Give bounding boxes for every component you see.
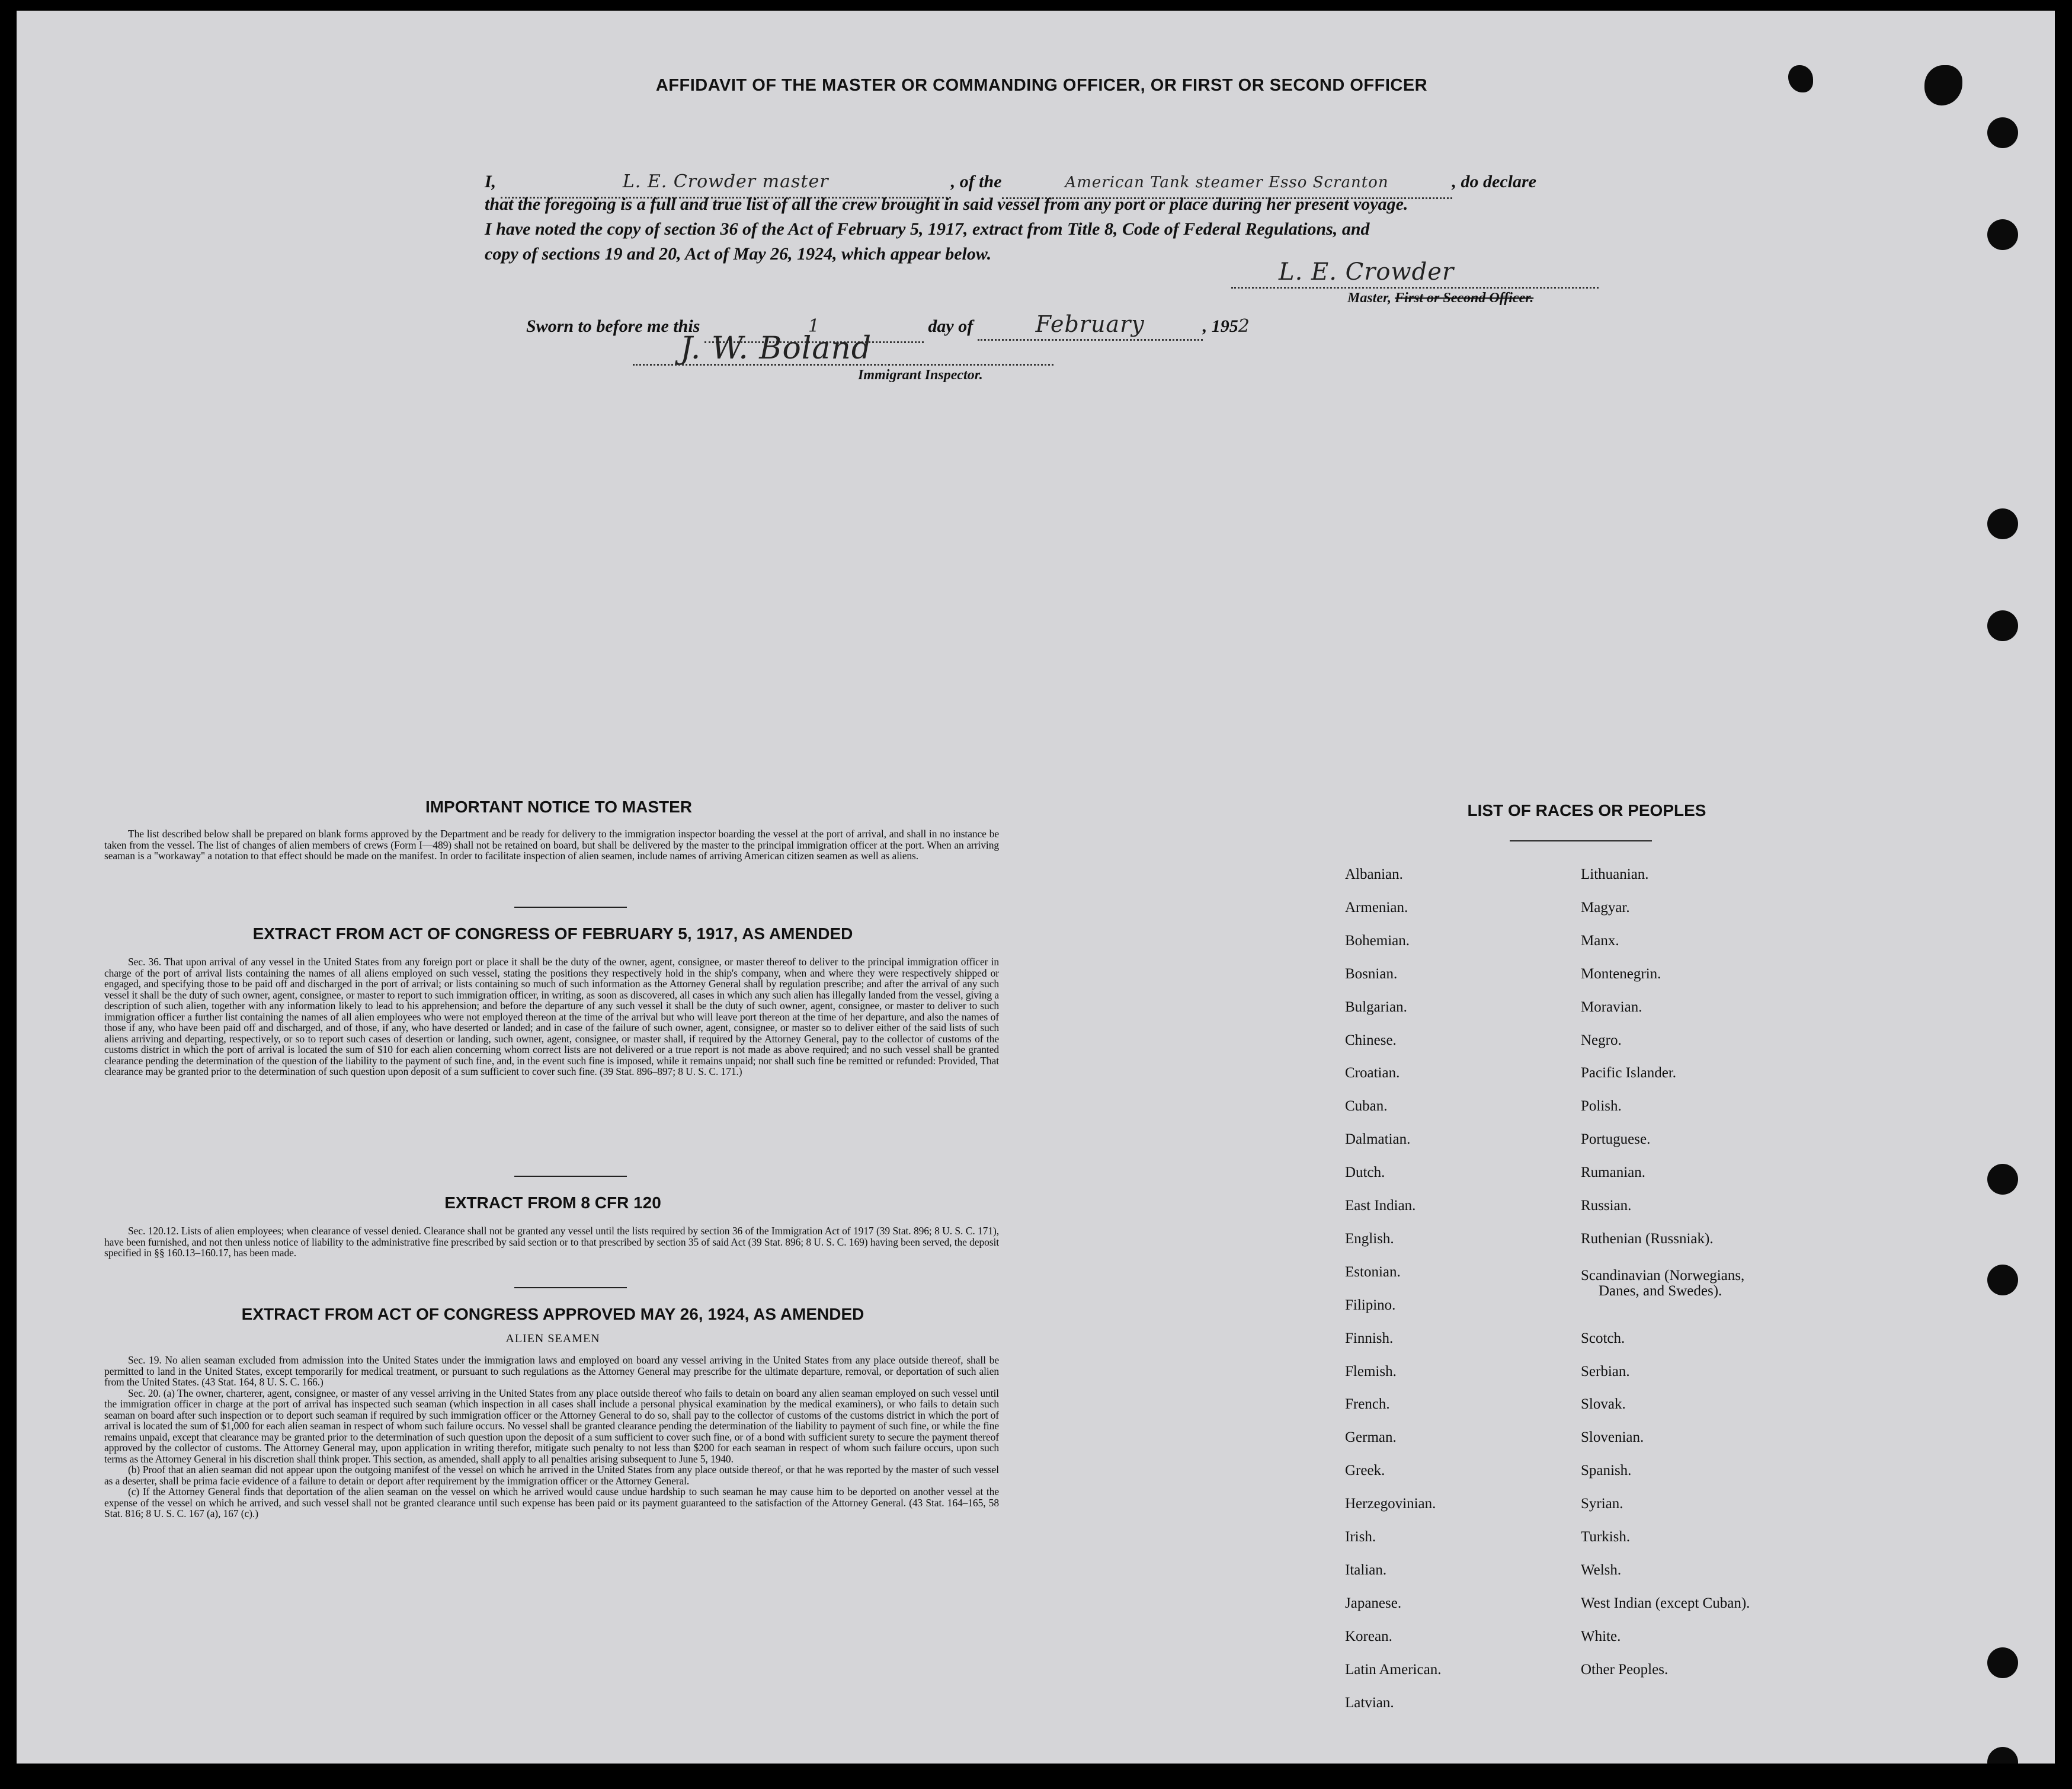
punch-hole xyxy=(1987,610,2018,641)
punch-hole xyxy=(1987,1265,2018,1295)
race-item: Japanese. xyxy=(1345,1595,1402,1611)
punch-hole xyxy=(1987,1164,2018,1195)
race-item: Serbian. xyxy=(1581,1364,1630,1380)
section-19-paragraph: Sec. 19. No alien seaman excluded from admission into the United States under the immigration laws and employed on board any vessel arriving in the United States from any place outside thereof, shall be permitted to land in the United States, except temporarily for medical treatment, or pursuant to such regulations as the Attorney General may prescribe for the ultimate departure, removal, or deportation of such alien from the United States. (43 Stat. 164, 8 U. S. C. 166.) xyxy=(104,1354,999,1388)
divider xyxy=(514,1287,627,1288)
affidavit-of-the: , of the xyxy=(950,172,1002,191)
race-item: Pacific Islander. xyxy=(1581,1065,1677,1081)
race-item: Manx. xyxy=(1581,933,1619,949)
race-item: Estonian. xyxy=(1345,1264,1401,1280)
race-item: Croatian. xyxy=(1345,1065,1400,1081)
master-role: Master, xyxy=(1347,290,1392,306)
race-item: Polish. xyxy=(1581,1098,1622,1114)
inspector-signature-line xyxy=(633,364,1053,366)
section-20b-paragraph: (b) Proof that an alien seaman did not appear upon the outgoing manifest of the vessel on which he arrived in the United States from any place outside thereof, or that he was reported by the master of such vessel as a deserter, shall be prima facie evidence of a failure to detain or deport after requirement by the immigration officer or the Attorney General. xyxy=(104,1464,999,1487)
race-item: Other Peoples. xyxy=(1581,1662,1669,1678)
race-item: Lithuanian. xyxy=(1581,866,1649,882)
sworn-year-prefix: , 195 xyxy=(1202,316,1238,336)
race-item: Greek. xyxy=(1345,1462,1385,1478)
section-20a-paragraph: Sec. 20. (a) The owner, charterer, agent, consignee, or master of any vessel arriving in the United States from any place outside thereof who fails to detain on board any alien seaman employed on such vessel until the immigration officer in charge at the port of arrival has inspected such seaman (which inspection in all cases shall include a personal physical examination by the medical examiners), or who fails to detain such seaman on board after such inspection or to deport such seaman if required by such immigration officer or the Attorney General to do so, shall pay to the collector of customs of the customs district in which the port of arrival is located the sum of $1,000 for each alien seaman in respect of whom such failure occurs. No vessel shall be granted clearance pending the determination of the liability to payment of such fine, or while the fine remains unpaid, except that clearance may be granted prior to the determination of such question upon the deposit of a sum sufficient to cover such fine, or of a bond with sufficient surety to secure the payment thereof approved by the collector of customs. The Attorney General may, upon application in writing therefor, mitigate such penalty to not less than $200 for each seaman in respect of whom such failure occurs, upon such terms as the Attorney General in his discretion shall think proper. This section, as amended, shall apply to all penalties arising subsequent to June 5, 1940. xyxy=(104,1387,999,1465)
race-item: Scotch. xyxy=(1581,1330,1625,1346)
section-20c-paragraph: (c) If the Attorney General finds that deportation of the alien seaman on the vessel on which he arrived would cause undue hardship to such seaman he may cause him to be deported on another vessel at the expense of the vessel on which he arrived, and such vessel shall not be granted clearance until such expense has been paid or its payment guaranteed to the satisfaction of the Attorney General. (43 Stat. 164–165, 58 Stat. 816; 8 U. S. C. 167 (a), 167 (c).) xyxy=(104,1486,999,1519)
section-120-paragraph: Sec. 120.12. Lists of alien employees; when clearance of vessel denied. Clearance shall not be granted any vessel until the lists required by section 36 of the Immigration Act of 1917 (39 Stat. 896; 8 U. S. C. 171), have been furnished, and not then unless notice of liability to the administrative fine prescribed by said section or to that prescribed by section 35 of said Act (39 Stat. 896; 8 U. S. C. 169) having been served, the deposit specified in §§ 160.13–160.17, has been made. xyxy=(104,1225,999,1259)
vessel-name-field: American Tank steamer Esso Scranton xyxy=(1002,168,1452,199)
race-item: Finnish. xyxy=(1345,1330,1394,1346)
sworn-label: Sworn to before me this xyxy=(526,316,700,336)
race-item: East Indian. xyxy=(1345,1198,1416,1214)
race-item: Chinese. xyxy=(1345,1032,1397,1048)
extract-cfr-title: EXTRACT FROM 8 CFR 120 xyxy=(444,1193,661,1212)
master-name-field: L. E. Crowder master xyxy=(501,167,951,199)
race-item: Slovak. xyxy=(1581,1396,1626,1412)
race-item: White. xyxy=(1581,1628,1621,1644)
affidavit-line-3: I have noted the copy of section 36 of the Act of February 5, 1917, extract from Title 8, Code of Federal Regulations, and xyxy=(485,219,1370,239)
sworn-year-suffix: 2 xyxy=(1238,316,1250,337)
race-item: Bohemian. xyxy=(1345,933,1410,949)
race-item: Portuguese. xyxy=(1581,1131,1651,1147)
alien-seamen-subtitle: ALIEN SEAMEN xyxy=(505,1332,600,1345)
punch-hole xyxy=(1987,1747,2018,1764)
sworn-month-field: February xyxy=(978,309,1203,341)
divider xyxy=(514,1176,627,1177)
race-item: Italian. xyxy=(1345,1562,1387,1578)
race-item: French. xyxy=(1345,1396,1390,1412)
affidavit-declare: , do declare xyxy=(1452,172,1536,191)
section-36-paragraph: Sec. 36. That upon arrival of any vessel in the United States from any foreign port or place it shall be the duty of the owner, agent, consignee, or master thereof to deliver to the principal immigration officer in charge of the port of arrival lists containing the names of all aliens employed on such vessel, stating the positions they respectively hold in the ship's company, when and where they were respectively shipped or engaged, and specifying those to be paid off and discharged in the port of arrival; or lists containing so much of such information as the Attorney General shall by regulation prescribe; and after the arrival of any such vessel it shall be the duty of such owner, agent, consignee, or master to report to such immigration officer, in writing, as soon as discovered, all cases in which any such alien has illegally landed from the vessel, giving a description of such alien, together with any information likely to lead to his apprehension; and before the departure of any such vessel it shall be the duty of such owner, agent, consignee, or master to deliver to such immigration officer a further list containing the names of all alien employees who were not employed thereon at the time of the arrival but who will leave port thereon at the time of her departure, and also the names of those if any, who have been paid off and discharged, and of those, if any, who have deserted or landed; and in case of the failure of such owner, agent, consignee, or master so to deliver either of the said lists of such aliens arriving and departing, respectively, or so to report such cases of desertion or landing, such owner, agent, consignee, or master shall, if required by the Attorney General, pay to the collector of customs of the customs district in which the port of arrival is located the sum of $10 for each alien concerning whom correct lists are not delivered or a true report is not made as above required; and no such vessel shall be granted clearance pending the determination of the question of the liability to the payment of such fine, and, in the event such fine is imposed, while it remains unpaid; nor shall such fine be remitted or refunded: Provided, That clearance may be granted prior to the determination of such question upon deposit of a sum sufficient to cover such fine. (39 Stat. 896–897; 8 U. S. C. 171.) xyxy=(104,956,999,1077)
race-item: Moravian. xyxy=(1581,999,1642,1015)
master-signature-line xyxy=(1231,287,1599,289)
inspector-label: Immigrant Inspector. xyxy=(858,367,983,383)
race-item: Syrian. xyxy=(1581,1496,1623,1512)
race-item: Bosnian. xyxy=(1345,966,1398,982)
race-item: Latin American. xyxy=(1345,1662,1442,1678)
race-item: German. xyxy=(1345,1429,1397,1445)
race-item: English. xyxy=(1345,1231,1394,1247)
sworn-day-field: 1 xyxy=(704,312,924,343)
race-item: Slovenian. xyxy=(1581,1429,1644,1445)
extract-1917-title: EXTRACT FROM ACT OF CONGRESS OF FEBRUARY 5, 1917, AS AMENDED xyxy=(252,924,853,943)
inspector-signature: J. W. Boland xyxy=(680,331,872,366)
race-item: Filipino. xyxy=(1345,1297,1396,1313)
race-item: Albanian. xyxy=(1345,866,1403,882)
struck-role: First or Second Officer. xyxy=(1395,290,1534,306)
race-item: Danes, and Swedes). xyxy=(1599,1283,1722,1299)
race-item: Welsh. xyxy=(1581,1562,1622,1578)
race-item: Negro. xyxy=(1581,1032,1622,1048)
race-item: Dutch. xyxy=(1345,1164,1385,1180)
extract-1924-title: EXTRACT FROM ACT OF CONGRESS APPROVED MAY 26, 1924, AS AMENDED xyxy=(241,1305,864,1323)
extract-1924-text xyxy=(104,1355,999,1519)
master-signature: L. E. Crowder xyxy=(1279,258,1455,286)
ink-blot xyxy=(1924,65,1962,105)
notice-title: IMPORTANT NOTICE TO MASTER xyxy=(425,798,693,816)
punch-hole xyxy=(1987,219,2018,250)
punch-hole xyxy=(1987,508,2018,539)
punch-hole xyxy=(1987,117,2018,148)
race-item: Flemish. xyxy=(1345,1364,1397,1380)
race-item: Korean. xyxy=(1345,1628,1392,1644)
affidavit-line-4: copy of sections 19 and 20, Act of May 26, 1924, which appear below. xyxy=(485,244,992,264)
race-item: Turkish. xyxy=(1581,1529,1631,1545)
race-item: Cuban. xyxy=(1345,1098,1388,1114)
race-item: Magyar. xyxy=(1581,900,1630,916)
race-item: Irish. xyxy=(1345,1529,1376,1545)
races-title: LIST OF RACES OR PEOPLES xyxy=(1467,801,1706,820)
affidavit-i: I, xyxy=(485,172,497,191)
day-of-label: day of xyxy=(928,316,973,336)
race-item: Herzegovinian. xyxy=(1345,1496,1436,1512)
race-item: West Indian (except Cuban). xyxy=(1581,1595,1750,1611)
affidavit-line-2: that the foregoing is a full and true list of all the crew brought in said vessel from any port or place during her present voyage. xyxy=(485,194,1408,214)
notice-paragraph: The list described below shall be prepared on blank forms approved by the Department and be ready for delivery to the immigration inspector boarding the vessel at the port of arrival, and shall in no instance be taken from the vessel. The list of changes of alien members of crews (Form I—489) shall not be retained on board, but shall be delivered by the master to the principal immigration officer at the port. When an arriving seaman is a "workaway" a notation to that effect should be made on the manifest. In order to facilitate inspection of alien seamen, include names of arriving American citizen seamen as well as aliens. xyxy=(104,828,999,862)
race-item: Latvian. xyxy=(1345,1695,1394,1711)
race-item: Bulgarian. xyxy=(1345,999,1407,1015)
race-item: Armenian. xyxy=(1345,900,1408,916)
race-item: Rumanian. xyxy=(1581,1164,1646,1180)
document-page xyxy=(17,11,2055,1764)
race-item: Spanish. xyxy=(1581,1462,1632,1478)
affidavit-title: AFFIDAVIT OF THE MASTER OR COMMANDING OFFICER, OR FIRST OR SECOND OFFICER xyxy=(655,76,1428,95)
race-item: Ruthenian (Russniak). xyxy=(1581,1231,1714,1247)
race-item: Montenegrin. xyxy=(1581,966,1661,982)
race-item: Dalmatian. xyxy=(1345,1131,1411,1147)
divider xyxy=(514,907,627,908)
punch-hole xyxy=(1987,1647,2018,1678)
race-item: Scandinavian (Norwegians, xyxy=(1581,1268,1745,1284)
divider xyxy=(1510,840,1652,841)
race-item: Russian. xyxy=(1581,1198,1632,1214)
ink-blot xyxy=(1788,65,1813,92)
signature-role xyxy=(1347,290,1533,306)
extract-cfr-text xyxy=(104,1225,999,1259)
notice-text xyxy=(104,828,999,862)
extract-1917-text xyxy=(104,956,999,1077)
